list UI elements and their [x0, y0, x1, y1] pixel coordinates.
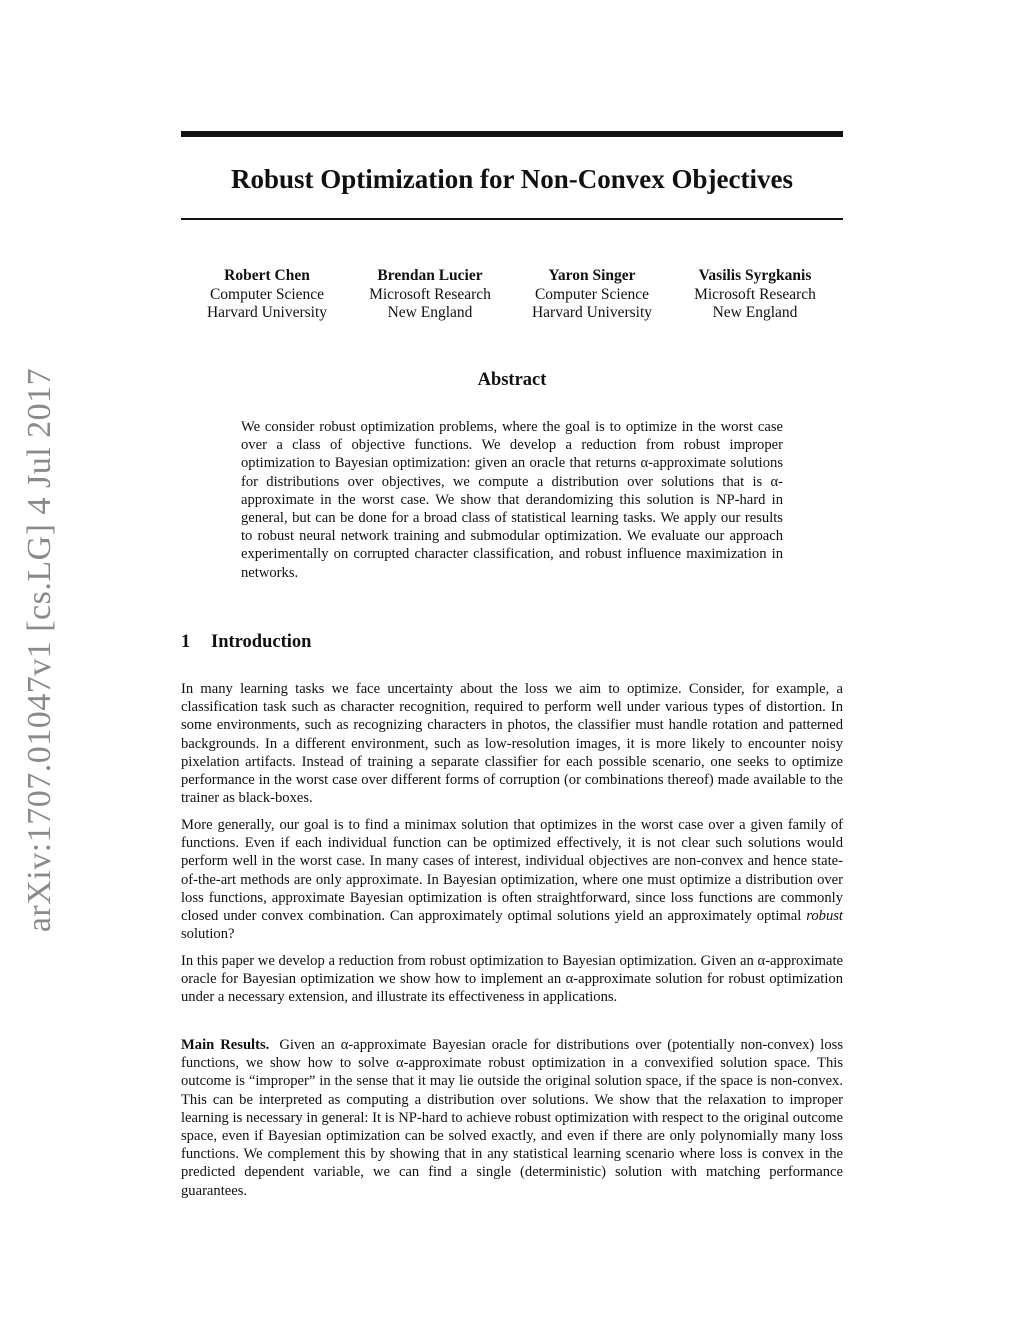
section-title: Introduction [211, 632, 312, 652]
author-name: Yaron Singer [548, 267, 636, 284]
paragraph-text-end: solution? [181, 926, 235, 943]
author-affiliation: Microsoft Research [694, 285, 816, 303]
author-2 [345, 267, 515, 323]
intro-paragraph-3: In this paper we develop a reduction from robust optimization to Bayesian optimization. Given an α-approximate oracle for Bayesian optimization we show how to implement an α-approximate solution for robust optimization under a necessary extension, and illustrate its effectiveness in applications. [181, 953, 843, 1006]
intro-paragraph-2 [181, 816, 843, 943]
author-name: Robert Chen [224, 267, 310, 284]
author-institution: Harvard University [531, 304, 653, 321]
author-name: Vasilis Syrgkanis [698, 267, 812, 284]
author-institution: Harvard University [206, 304, 328, 321]
emphasis-robust: robust [806, 908, 843, 925]
author-4 [670, 267, 840, 323]
arxiv-identifier: arXiv:1707.01047v1 [cs.LG] 4 Jul 2017 [21, 367, 58, 933]
section-heading-introduction [181, 632, 311, 653]
author-name: Brendan Lucier [377, 267, 483, 284]
author-affiliation: Computer Science [209, 285, 325, 303]
author-block [181, 267, 843, 327]
author-institution: New England [387, 304, 473, 321]
paper-title: Robust Optimization for Non-Convex Objectives [231, 164, 793, 194]
abstract-text: We consider robust optimization problems, where the goal is to optimize in the worst case over a class of objective functions. We develop a reduction from robust improper optimization to Bayesian optimization: given an oracle that returns α-approximate solutions for distributions over objectives, we compute a distribution over solutions that is α-approximate in the worst case. We show that derandomizing this solution is NP-hard in general, but can be done for a broad class of statistical learning tasks. We apply our results to robust neural network training and submodular optimization. We evaluate our approach experimentally on corrupted character classification, and robust influence maximization in networks. [241, 419, 783, 581]
author-institution: New England [712, 304, 798, 321]
title-rule-top [181, 131, 843, 137]
section-number: 1 [181, 632, 191, 652]
intro-paragraph-1: In many learning tasks we face uncertainty about the loss we aim to optimize. Consider, for example, a classification task such as character recognition, required to perform well under various types of distortion. In some environments, such as recognizing characters in photos, the classifier must handle rotation and patterned backgrounds. In a different environment, such as low-resolution images, it is more likely to encounter noisy pixelation artifacts. Instead of training a separate classifier for each possible scenario, one seeks to optimize performance in the worst case over different forms of corruption (or combinations thereof) made available to the trainer as black-boxes. [181, 681, 843, 807]
author-affiliation: Microsoft Research [369, 285, 491, 303]
main-results-paragraph [181, 1036, 843, 1200]
main-results-heading: Main Results. [181, 1037, 270, 1053]
main-results-text: Given an α-approximate Bayesian oracle for distributions over (potentially non-convex) loss functions, we show how to solve α-approximate robust optimization in a convexified solution space. This outcome is “improper” in the sense that it may lie outside the original solution space, if the space is non-convex. This can be interpreted as computing a distribution over solutions. We show that the relaxation to improper learning is necessary in general: It is NP-hard to achieve robust optimization with respect to the original outcome space, even if Bayesian optimization can be solved exactly, and even if there are only polynomially many loss functions. We complement this by showing that in any statistical learning scenario where loss is convex in the predicted dependent variable, we can find a single (deterministic) solution with matching performance guarantees. [181, 1037, 844, 1199]
author-1 [182, 267, 352, 323]
paragraph-text: More generally, our goal is to find a minimax solution that optimizes in the worst case over a given family of functions. Even if each individual function can be optimized effectively, it is not clear such solutions would perform well in the worst case. In many cases of interest, individual objectives are non-convex and hence state-of-the-art methods are only approximate. In Bayesian optimization, where one must optimize a distribution over loss functions, approximate Bayesian optimization is often straightforward, since loss functions are commonly closed under convex combination. Can approximately optimal solutions yield an approximately optimal [181, 817, 843, 925]
author-affiliation: Computer Science [534, 285, 650, 303]
title-rule-bottom [181, 218, 843, 220]
abstract-heading: Abstract [477, 370, 547, 390]
author-3 [507, 267, 677, 323]
